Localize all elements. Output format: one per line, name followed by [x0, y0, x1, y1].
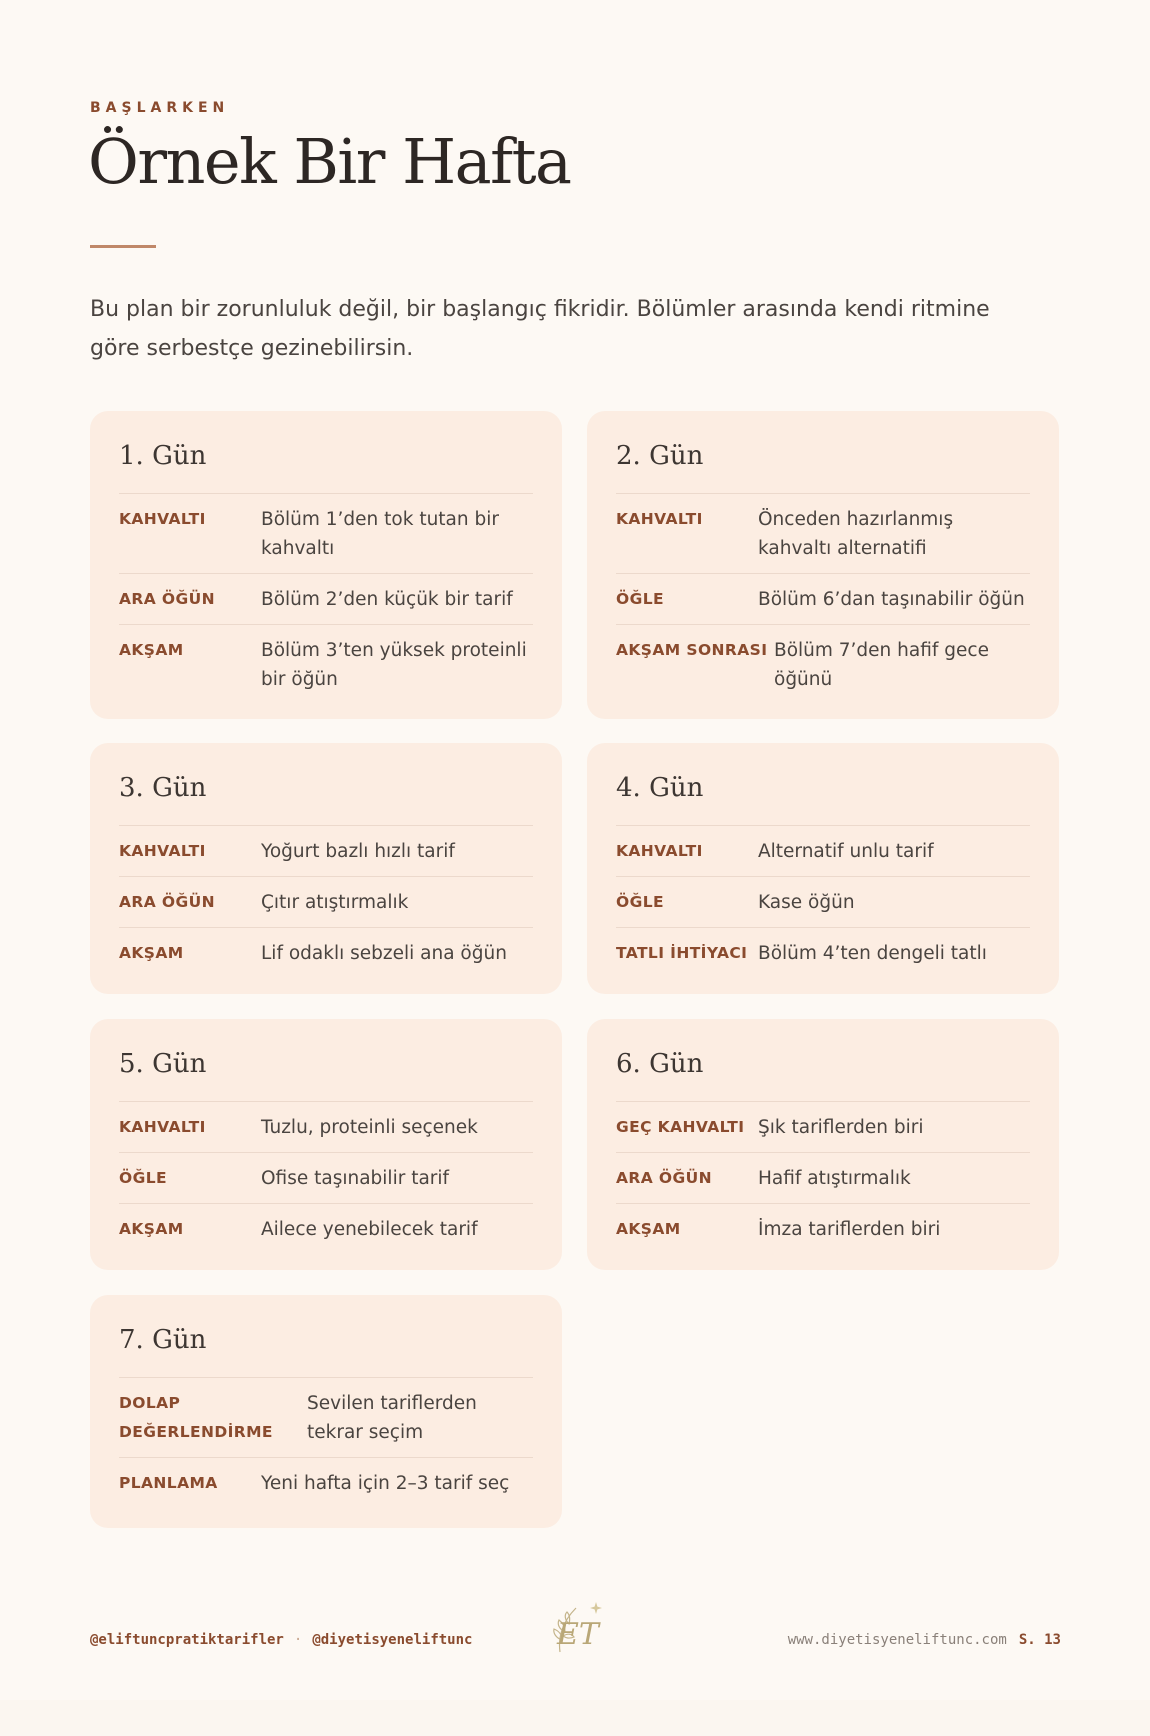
meal-label: AKŞAM SONRASI: [616, 641, 768, 659]
meal-value: Ailece yenebilecek tarif: [261, 1219, 478, 1240]
meal-value: İmza tariflerden biri: [758, 1219, 941, 1240]
meal-list: [119, 825, 533, 978]
meal-label: KAHVALTI: [119, 842, 206, 860]
meal-value: Yoğurt bazlı hızlı tarif: [261, 841, 455, 862]
meal-value: Lif odaklı sebzeli ana öğün: [261, 943, 507, 964]
meal-list: [119, 493, 533, 704]
day-card-6: [587, 1019, 1059, 1270]
day-card-3: [90, 743, 562, 994]
meal-row: [616, 876, 1030, 927]
meal-value: Bölüm 2’den küçük bir tarif: [261, 589, 513, 610]
meal-value: Yeni hafta için 2–3 tarif seç: [261, 1473, 510, 1494]
meal-row: [119, 573, 533, 624]
day-title: 4. Gün: [616, 773, 704, 803]
day-title: 1. Gün: [119, 441, 207, 471]
meal-label: KAHVALTI: [616, 842, 703, 860]
meal-label: AKŞAM: [119, 1220, 184, 1238]
meal-value: Kase öğün: [758, 892, 855, 913]
meal-row: [119, 876, 533, 927]
meal-row: [119, 1457, 533, 1508]
meal-row: [119, 1203, 533, 1254]
meal-label: ARA ÖĞÜN: [119, 590, 215, 608]
meal-label: PLANLAMA: [119, 1474, 218, 1492]
meal-row: [119, 1378, 533, 1457]
footer-separator: ·: [293, 1632, 303, 1648]
meal-list: [119, 1377, 533, 1508]
meal-row: [119, 826, 533, 876]
meal-label: TATLI İHTİYACI: [616, 944, 748, 962]
day-title: 7. Gün: [119, 1325, 207, 1355]
meal-row: [616, 826, 1030, 876]
logo-monogram: ET: [557, 1617, 599, 1652]
page-number: S. 13: [1018, 1632, 1061, 1648]
meal-value: Ofise taşınabilir tarif: [261, 1168, 450, 1189]
meal-value: Alternatif unlu tarif: [758, 841, 934, 862]
meal-value: Bölüm 7’den hafif gece öğünü: [774, 640, 989, 690]
meal-label: ÖĞLE: [119, 1169, 167, 1187]
day-title: 5. Gün: [119, 1049, 207, 1079]
meal-value: Çıtır atıştırmalık: [261, 892, 409, 913]
meal-value: Önceden hazırlanmış kahvaltı alternatifi: [758, 509, 954, 559]
meal-row: [616, 494, 1030, 573]
meal-row: [119, 927, 533, 978]
meal-label: ARA ÖĞÜN: [119, 893, 215, 911]
instagram-handle-recipes[interactable]: @eliftuncpratiktarifler: [90, 1632, 284, 1648]
meal-row: [119, 1102, 533, 1152]
meal-label: KAHVALTI: [616, 510, 703, 528]
meal-value: Şık tariflerden biri: [758, 1117, 924, 1138]
day-title: 6. Gün: [616, 1049, 704, 1079]
intro-paragraph: Bu plan bir zorunluluk değil, bir başlangıç fikridir. Bölümler arasında kendi ritmine göre serbestçe gezinebilirsin.: [90, 297, 990, 361]
meal-row: [616, 1152, 1030, 1203]
day-title: 2. Gün: [616, 441, 704, 471]
meal-row: [616, 1102, 1030, 1152]
section-eyebrow: BAŞLARKEN: [90, 100, 230, 116]
meal-label: DOLAP DEĞERLENDİRME: [119, 1394, 273, 1441]
meal-row: [616, 1203, 1030, 1254]
meal-value: Bölüm 4’ten dengeli tatlı: [758, 943, 987, 964]
meal-label: AKŞAM: [119, 641, 184, 659]
website-link[interactable]: www.diyetisyeneliftunc.com: [787, 1632, 1007, 1648]
meal-label: KAHVALTI: [119, 510, 206, 528]
meal-label: KAHVALTI: [119, 1118, 206, 1136]
meal-value: Bölüm 1’den tok tutan bir kahvaltı: [261, 509, 499, 559]
meal-row: [616, 624, 1030, 704]
page-bottom-margin: [0, 1700, 1150, 1736]
meal-list: [616, 1101, 1030, 1254]
footer-right: [788, 1632, 1061, 1648]
meal-label: ARA ÖĞÜN: [616, 1169, 712, 1187]
meal-list: [616, 493, 1030, 704]
meal-value: Bölüm 6’dan taşınabilir öğün: [758, 589, 1025, 610]
day-title: 3. Gün: [119, 773, 207, 803]
meal-value: Sevilen tariflerden tekrar seçim: [307, 1393, 477, 1443]
day-card-1: [90, 411, 562, 719]
day-card-5: [90, 1019, 562, 1270]
title-divider: [90, 245, 156, 248]
meal-label: GEÇ KAHVALTI: [616, 1118, 745, 1136]
meal-row: [119, 1152, 533, 1203]
day-card-7: [90, 1295, 562, 1528]
footer-social-handles: [90, 1632, 472, 1648]
meal-list: [119, 1101, 533, 1254]
meal-row: [119, 494, 533, 573]
brand-logo-icon: [542, 1596, 608, 1662]
day-card-2: [587, 411, 1059, 719]
day-card-4: [587, 743, 1059, 994]
meal-list: [616, 825, 1030, 978]
meal-row: [616, 573, 1030, 624]
meal-label: ÖĞLE: [616, 893, 664, 911]
meal-value: Bölüm 3’ten yüksek proteinli bir öğün: [261, 640, 527, 690]
instagram-handle-dietitian[interactable]: @diyetisyeneliftunc: [312, 1632, 473, 1648]
page-title: Örnek Bir Hafta: [88, 125, 571, 198]
meal-label: ÖĞLE: [616, 590, 664, 608]
meal-value: Tuzlu, proteinli seçenek: [261, 1117, 478, 1138]
meal-label: AKŞAM: [119, 944, 184, 962]
meal-row: [119, 624, 533, 704]
meal-row: [616, 927, 1030, 978]
meal-value: Hafif atıştırmalık: [758, 1168, 911, 1189]
meal-label: AKŞAM: [616, 1220, 681, 1238]
